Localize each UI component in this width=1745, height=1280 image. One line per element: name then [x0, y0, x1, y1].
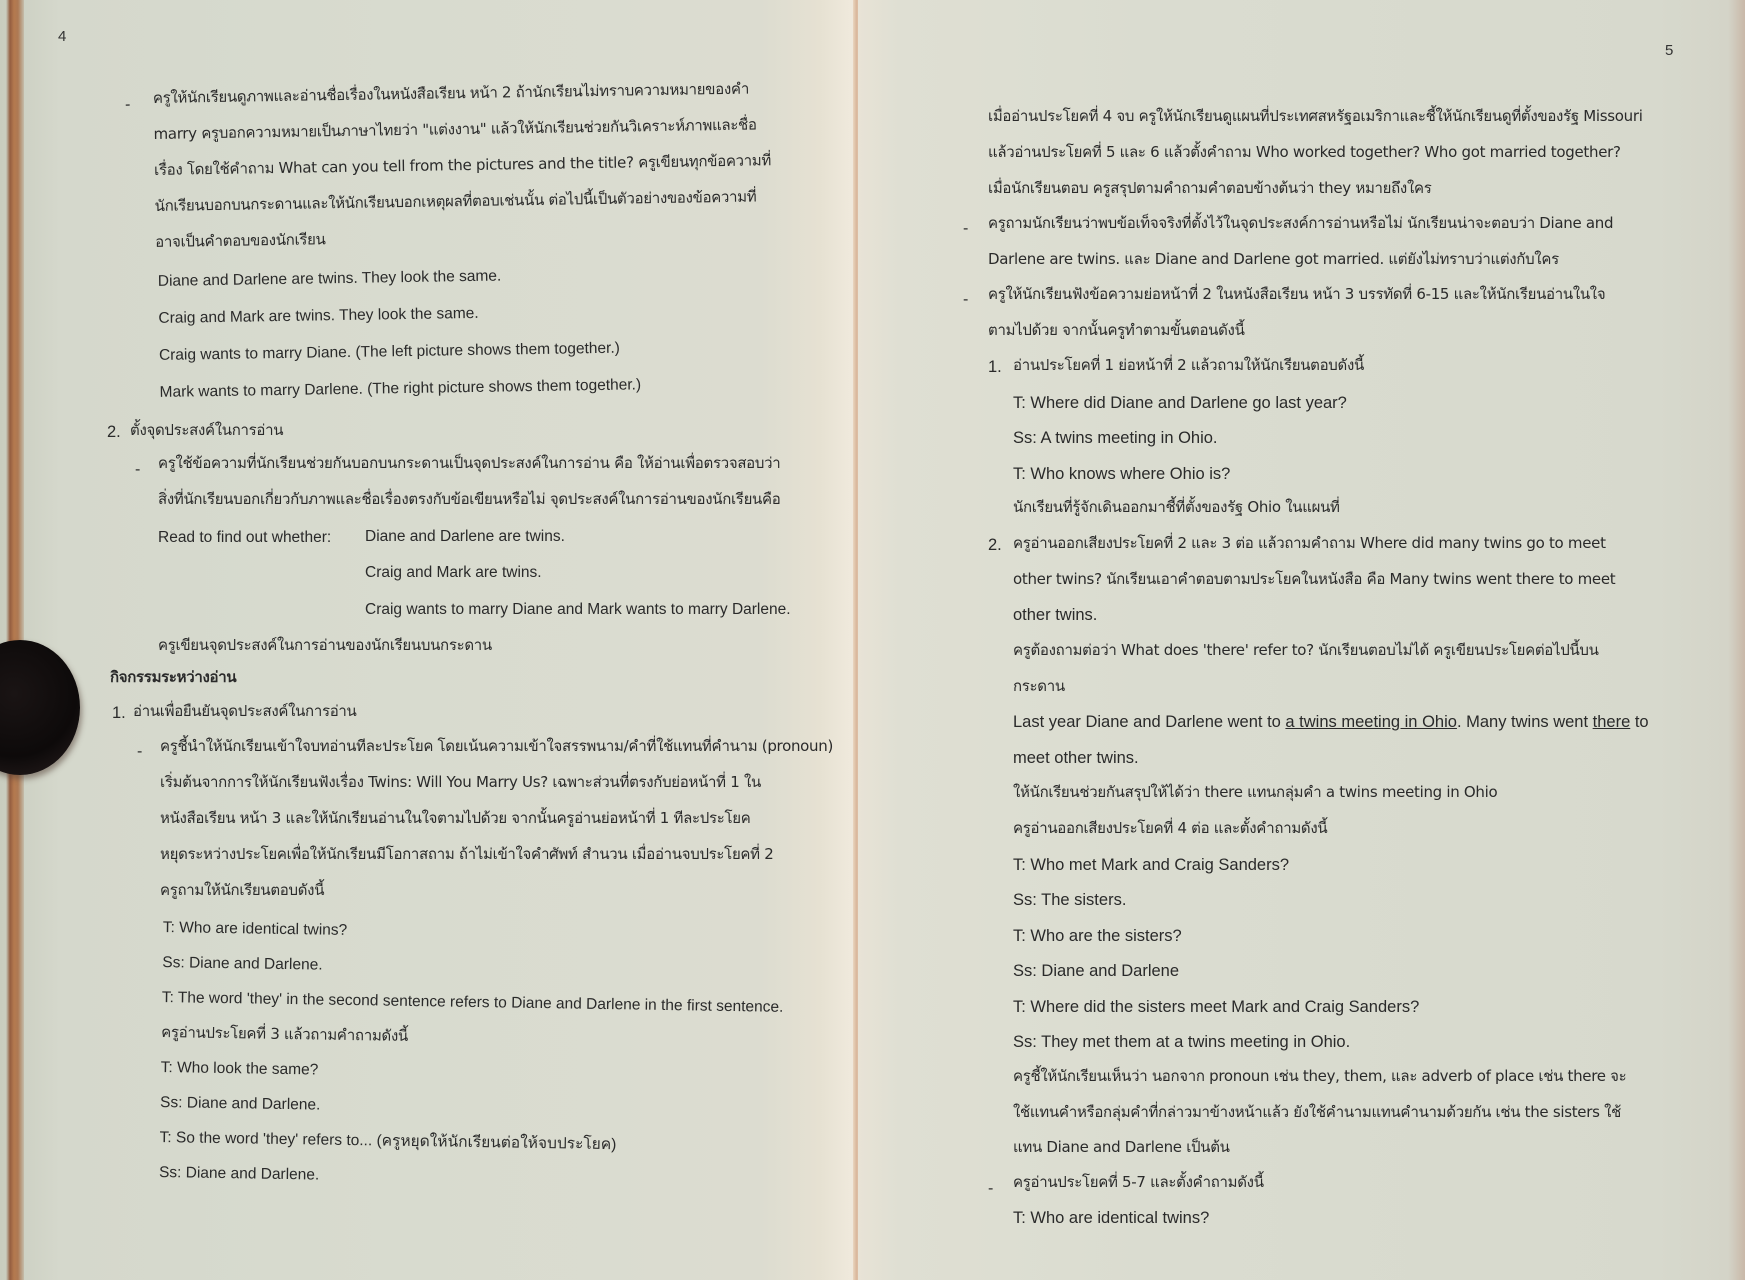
paragraph-line: other twins. — [1013, 606, 1098, 624]
paragraph-line: ครูอ่านประโยคที่ 5-7 และตั้งคำถามดังนี้ — [1013, 1173, 1264, 1191]
purpose-item: Diane and Darlene are twins. — [365, 528, 565, 545]
paragraph-line: แล้วอ่านประโยคที่ 5 และ 6 แล้วตั้งคำถาม Who worked together? Who got married together? — [988, 143, 1621, 161]
paragraph-line: ครูต้องถามต่อว่า What does 'there' refer to? นักเรียนตอบไม่ได้ ครูเขียนประโยคต่อไปนี้บน — [1013, 641, 1599, 659]
dialogue-line: T: Who met Mark and Craig Sanders? — [1013, 856, 1290, 874]
paragraph-line: ครูให้นักเรียนฟังข้อความย่อหน้าที่ 2 ในหนังสือเรียน หน้า 3 บรรทัดที่ 6-15 และให้นักเรียนอ่านในใจ — [988, 285, 1606, 303]
example-line: Mark wants to marry Darlene. (The right picture shows them together.) — [159, 376, 642, 401]
board-sentence-underlined: a twins meeting in Ohio — [1285, 713, 1457, 731]
paragraph-line: หยุดระหว่างประโยคเพื่อให้นักเรียนมีโอกาสถาม ถ้าไม่เข้าใจคำศัพท์ สำนวน เมื่ออ่านจบประโยคที่ 2 — [160, 845, 774, 863]
paragraph-line: ครูอ่านออกเสียงประโยคที่ 2 และ 3 ต่อ แล้วถามคำถาม Where did many twins go to meet — [1013, 534, 1606, 552]
paragraph-line: สิ่งที่นักเรียนบอกเกี่ยวกับภาพและชื่อเรื่องตรงกับข้อเขียนหรือไม่ จุดประสงค์ในการอ่านของนักเรียนคือ — [158, 490, 781, 508]
paragraph-line: ให้นักเรียนช่วยกันสรุปให้ได้ว่า there แทนกลุ่มคำ a twins meeting in Ohio — [1013, 783, 1498, 801]
bullet-dash: - — [988, 1180, 994, 1197]
list-number: 1. — [112, 704, 126, 722]
dialogue-line: Ss: The sisters. — [1013, 891, 1127, 909]
paragraph-line: กระดาน — [1013, 677, 1065, 695]
paragraph-line: Darlene are twins. และ Diane and Darlene got married. แต่ยังไม่ทราบว่าแต่งกับใคร — [988, 250, 1559, 268]
bullet-dash: - — [124, 96, 131, 114]
purpose-item: Craig wants to marry Diane and Mark wants to marry Darlene. — [365, 601, 791, 618]
section-heading: กิจกรรมระหว่างอ่าน — [110, 668, 237, 686]
paragraph-line: เมื่อนักเรียนตอบ ครูสรุปตามคำถามคำตอบข้างต้นว่า they หมายถึงใคร — [988, 179, 1432, 197]
paragraph-line: ครูชี้นำให้นักเรียนเข้าใจบทอ่านทีละประโยค โดยเน้นความเข้าใจสรรพนาม/คำที่ใช้แทนที่คำนาม (pronoun) — [160, 737, 834, 755]
example-line: Craig wants to marry Diane. (The left picture shows them together.) — [158, 339, 620, 364]
dialogue-line: Ss: Diane and Darlene. — [162, 954, 323, 974]
dialogue-line: T: Where did Diane and Darlene go last year? — [1013, 394, 1347, 412]
paragraph-line: เมื่ออ่านประโยคที่ 4 จบ ครูให้นักเรียนดูแผนที่ประเทศสหรัฐอเมริกาและชี้ให้นักเรียนดูที่ตั้งของรัฐ Missouri — [988, 107, 1643, 125]
paragraph-line: หนังสือเรียน หน้า 3 และให้นักเรียนอ่านในใจตามไปด้วย จากนั้นครูอ่านย่อหน้าที่ 1 ทีละประโยค — [160, 809, 751, 827]
dialogue-line: T: Who are identical twins? — [162, 919, 348, 939]
paragraph-line: ครูเขียนจุดประสงค์ในการอ่านของนักเรียนบนกระดาน — [158, 636, 492, 654]
paragraph-line: ครูถามนักเรียนว่าพบข้อเท็จจริงที่ตั้งไว้ในจุดประสงค์การอ่านหรือไม่ นักเรียนน่าจะตอบว่า Diane and — [988, 214, 1614, 232]
dialogue-line: Ss: They met them at a twins meeting in Ohio. — [1013, 1033, 1351, 1051]
board-sentence — [1013, 712, 1649, 732]
purpose-label: Read to find out whether: — [158, 529, 332, 546]
dialogue-line: Ss: Diane and Darlene — [1013, 962, 1180, 980]
paragraph-line: ตามไปด้วย จากนั้นครูทำตามขั้นตอนดังนี้ — [988, 321, 1245, 339]
right-page — [858, 0, 1745, 1280]
paragraph-line: เรื่อง โดยใช้คำถาม What can you tell from the pictures and the title? ครูเขียนทุกข้อความที่ — [153, 151, 772, 179]
dialogue-line: T: Who look the same? — [160, 1059, 319, 1079]
section-step-title: อ่านประโยคที่ 1 ย่อหน้าที่ 2 แล้วถามให้นักเรียนตอบดังนี้ — [1013, 356, 1364, 374]
bullet-dash: - — [137, 743, 143, 760]
list-number: 2. — [107, 423, 121, 441]
dialogue-line: T: So the word 'they' refers to... (ครูหยุดให้นักเรียนต่อให้จบประโยค) — [159, 1129, 617, 1154]
list-number: 2. — [988, 536, 1002, 554]
section-step-title: ตั้งจุดประสงค์ในการอ่าน — [130, 421, 284, 439]
paragraph-line: แทน Diane and Darlene เป็นต้น — [1013, 1138, 1230, 1156]
example-line: Craig and Mark are twins. They look the same. — [158, 304, 479, 327]
list-number: 1. — [988, 358, 1002, 376]
bullet-dash: - — [135, 461, 141, 478]
paragraph-line: นักเรียนที่รู้จักเดินออกมาชี้ที่ตั้งของรัฐ Ohio ในแผนที่ — [1013, 498, 1340, 516]
dialogue-line: T: Where did the sisters meet Mark and Craig Sanders? — [1013, 998, 1420, 1016]
paragraph-line: นักเรียนบอกบนกระดานและให้นักเรียนบอกเหตุผลที่ตอบเช่นนั้น ต่อไปนี้เป็นตัวอย่างของข้อความที่ — [154, 187, 757, 215]
board-sentence-underlined: there — [1592, 713, 1631, 731]
dialogue-line: Ss: Diane and Darlene. — [159, 1094, 321, 1114]
board-sentence-part: to — [1630, 713, 1649, 731]
bullet-dash: - — [963, 291, 969, 308]
board-sentence-part: . Many twins went — [1456, 713, 1593, 731]
paragraph-line: ครูถามให้นักเรียนตอบดังนี้ — [160, 881, 325, 899]
page-number: 4 — [58, 28, 67, 45]
paragraph-line: ครูใช้ข้อความที่นักเรียนช่วยกันบอกบนกระดานเป็นจุดประสงค์ในการอ่าน คือ ให้อ่านเพื่อตรวจสอบว่า — [158, 454, 781, 472]
paragraph-line: ครูชี้ให้นักเรียนเห็นว่า นอกจาก pronoun เช่น they, them, และ adverb of place เช่น there จะ — [1013, 1067, 1627, 1085]
paragraph-line: ครูอ่านประโยคที่ 3 แล้วถามคำถามดังนี้ — [161, 1023, 409, 1045]
dialogue-line: T: The word 'they' in the second sentence refers to Diane and Darlene in the first sentence. — [161, 989, 784, 1016]
paragraph-line: marry ครูบอกความหมายเป็นภาษาไทยว่า "แต่งงาน" แล้วให้นักเรียนช่วยกันวิเคราะห์ภาพและชื่อ — [153, 115, 757, 143]
page-number: 5 — [1665, 42, 1674, 59]
board-sentence-part: Last year Diane and Darlene went to — [1013, 713, 1286, 731]
dialogue-line: T: Who are identical twins? — [1013, 1209, 1210, 1227]
board-sentence-continued: meet other twins. — [1013, 749, 1139, 767]
left-page — [0, 0, 856, 1280]
dialogue-line: T: Who knows where Ohio is? — [1013, 465, 1231, 483]
paragraph-line: เริ่มต้นจากการให้นักเรียนฟังเรื่อง Twins: Will You Marry Us? เฉพาะส่วนที่ตรงกับย่อหน้าที่ 1 ใน — [160, 773, 761, 791]
bullet-dash: - — [963, 220, 969, 237]
dialogue-line: Ss: A twins meeting in Ohio. — [1013, 429, 1218, 447]
paragraph-line: ใช้แทนคำหรือกลุ่มคำที่กล่าวมาข้างหน้าแล้ว ยังใช้คำนามแทนคำนามด้วยกัน เช่น the sisters ใช้ — [1013, 1103, 1621, 1121]
dialogue-line: T: Who are the sisters? — [1013, 927, 1182, 945]
paragraph-line: other twins? นักเรียนเอาคำตอบตามประโยคในหนังสือ คือ Many twins went there to meet — [1013, 570, 1616, 588]
purpose-item: Craig and Mark are twins. — [365, 564, 542, 581]
paragraph-line: ครูให้นักเรียนดูภาพและอ่านชื่อเรื่องในหนังสือเรียน หน้า 2 ถ้านักเรียนไม่ทราบความหมายของคำ — [152, 79, 750, 107]
section-step-title: อ่านเพื่อยืนยันจุดประสงค์ในการอ่าน — [133, 702, 357, 720]
paragraph-line: ครูอ่านออกเสียงประโยคที่ 4 ต่อ และตั้งคำถามดังนี้ — [1013, 819, 1328, 837]
paragraph-line: อาจเป็นคำตอบของนักเรียน — [155, 230, 326, 251]
left-dialogue — [0, 0, 856, 1280]
dialogue-line: Ss: Diane and Darlene. — [158, 1164, 320, 1184]
example-line: Diane and Darlene are twins. They look the same. — [157, 267, 502, 290]
